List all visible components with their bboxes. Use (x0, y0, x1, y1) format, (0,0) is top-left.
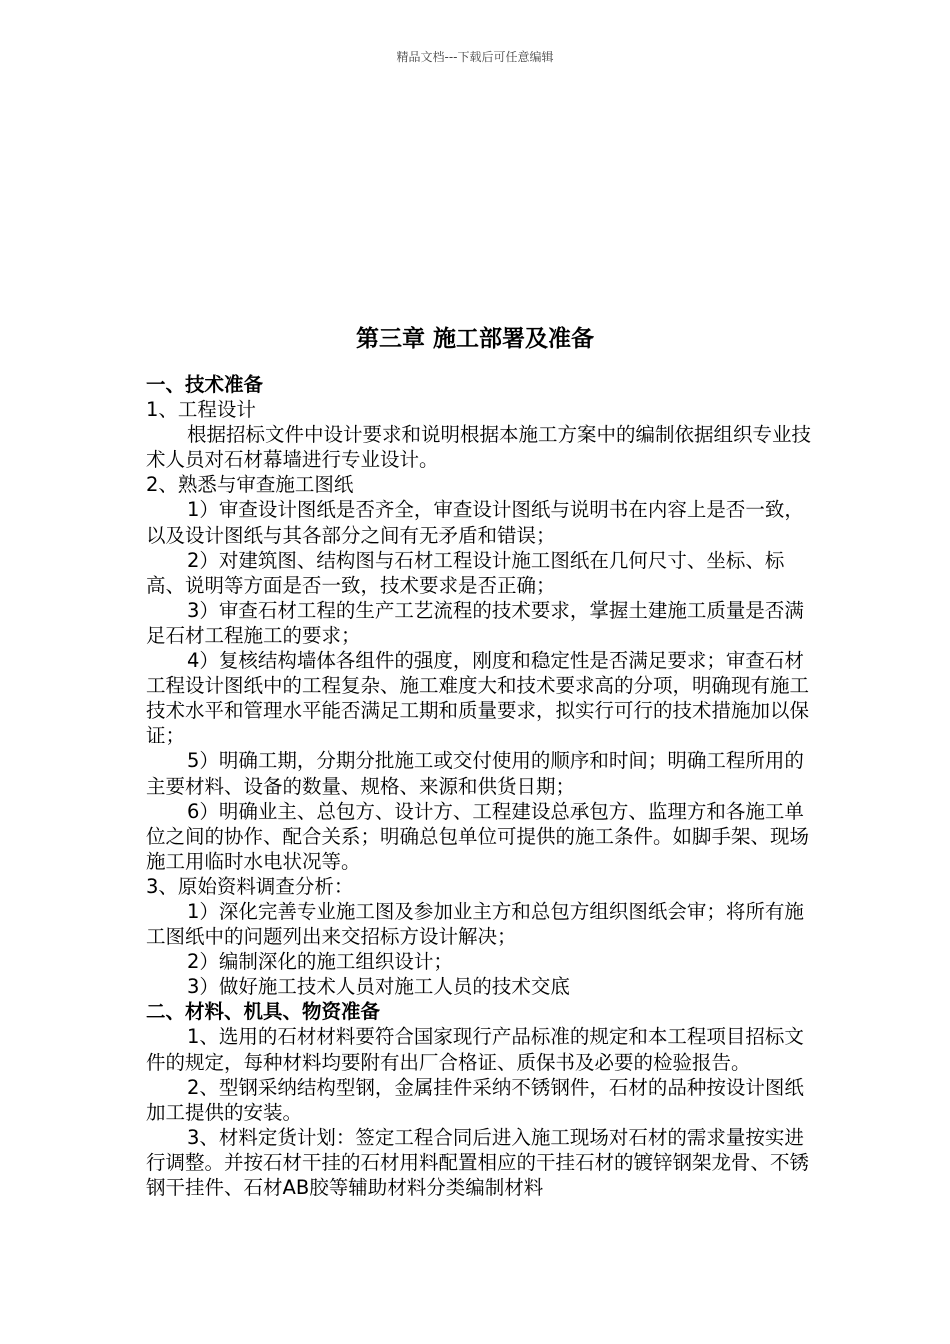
subsection-heading: 2、熟悉与审查施工图纸 (146, 473, 354, 497)
subsection-heading: 3、原始资料调查分析： (146, 874, 354, 898)
subsection-heading: 1、工程设计 (146, 398, 256, 422)
paragraph: 1）深化完善专业施工图及参加业主方和总包方组织图纸会审；将所有施工图纸中的问题列出来交招标方设计解决； (146, 899, 804, 949)
paragraph: 2）编制深化的施工组织设计； (186, 950, 453, 974)
paragraph: 1、选用的石材材料要符合国家现行产品标准的规定和本工程项目招标文件的规定，每种材料均要附有出厂合格证、质保书及必要的检验报告。 (146, 1025, 804, 1074)
paragraph: 6）明确业主、总包方、设计方、工程建设总承包方、监理方和各施工单位之间的协作、配合关系；明确总包单位可提供的施工条件。如脚手架、现场施工用临时水电状况等。 (146, 799, 810, 873)
paragraph: 3）做好施工技术人员对施工人员的技术交底 (186, 975, 570, 999)
paragraph: 3）审查石材工程的生产工艺流程的技术要求，掌握土建施工质量是否满足石材工程施工的要求； (146, 598, 804, 647)
paragraph: 3、材料定货计划：签定工程合同后进入施工现场对石材的需求量按实进行调整。并按石材干挂的石材用料配置相应的干挂石材的镀锌钢架龙骨、不锈钢干挂件、石材AB胶等辅助材料分类编制材料 (146, 1125, 810, 1199)
section-heading: 二、材料、机具、物资准备 (146, 1000, 381, 1024)
paragraph: 2）对建筑图、结构图与石材工程设计施工图纸在几何尺寸、坐标、标高、说明等方面是否一致，技术要求是否正确； (146, 548, 785, 597)
section-heading: 一、技术准备 (146, 373, 264, 396)
paragraph: 4）复核结构墙体各组件的强度，刚度和稳定性是否满足要求；审查石材工程设计图纸中的工程复杂、施工难度大和技术要求高的分项，明确现有施工技术水平和管理水平能否满足工期和质量要求，拟实行可行的技术措施加以保证； (146, 649, 810, 748)
paragraph: 根据招标文件中设计要求和说明根据本施工方案中的编制依据组织专业技术人员对石材幕墙进行专业设计。 (146, 423, 811, 472)
page-header: 精品文档---下载后可任意编辑 (396, 50, 554, 64)
chapter-title: 第三章 施工部署及准备 (355, 326, 594, 352)
document-body (146, 372, 816, 1200)
paragraph: 5）明确工期，分期分批施工或交付使用的顺序和时间；明确工程所用的主要材料、设备的数量、规格、来源和供货日期； (146, 749, 804, 798)
paragraph: 1）审查设计图纸是否齐全，审查设计图纸与说明书在内容上是否一致，以及设计图纸与其各部分之间有无矛盾和错误； (146, 498, 804, 547)
paragraph: 2、型钢采纳结构型钢，金属挂件采纳不锈钢件，石材的品种按设计图纸加工提供的安装。 (146, 1075, 804, 1124)
